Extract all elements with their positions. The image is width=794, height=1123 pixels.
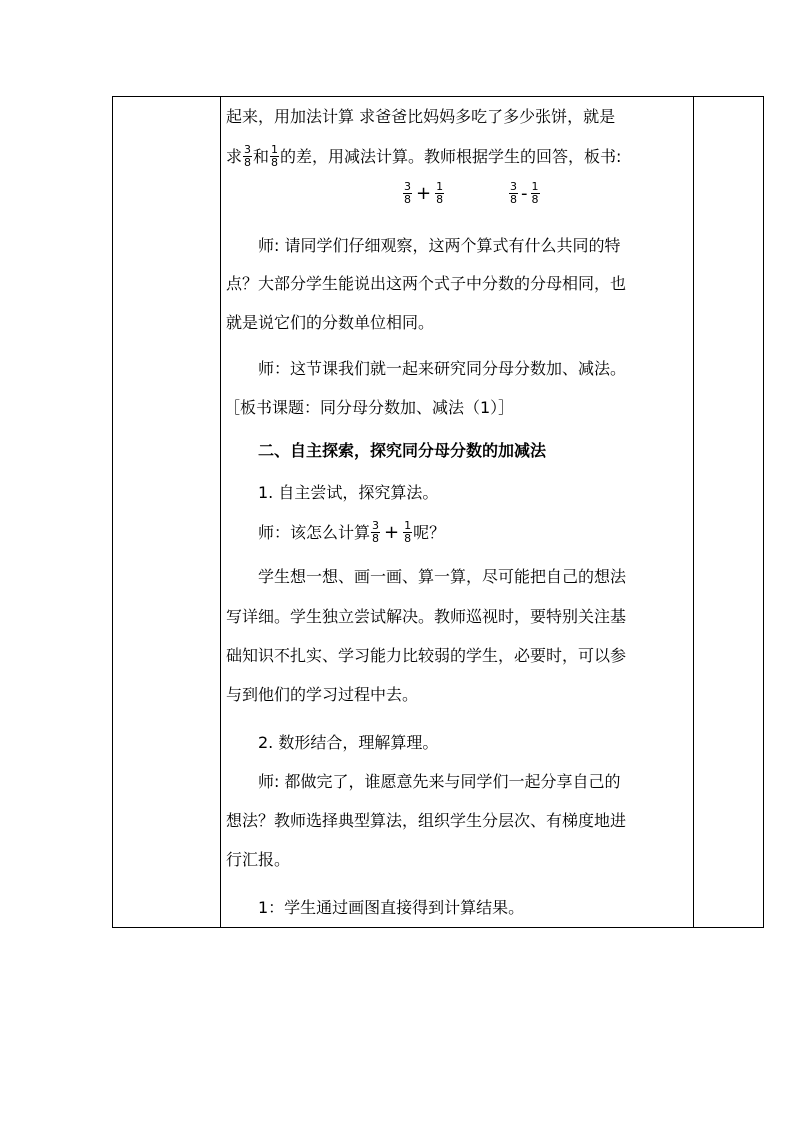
text: 的差，用减法计算。教师根据学生的回答，板书: [280,147,622,166]
text: 和 [253,147,270,166]
numerator: 3 [372,519,380,532]
plus-sign: + [416,183,432,204]
text: 点？大部分学生能说出这两个式子中分数的分母相同，也 [226,274,627,293]
denominator: 8 [244,156,252,169]
column-divider-left [220,97,221,927]
text: ［板书课题：同分母分数加、减法（1）］ [224,398,515,417]
plus-sign: + [384,522,400,543]
denominator: 8 [271,156,279,169]
board-title [224,398,514,418]
text-line-7 [258,359,626,379]
numerator: 1 [271,143,279,156]
numerator: 1 [404,519,412,532]
text: 求 [226,147,243,166]
denominator: 8 [436,193,444,206]
denominator: 8 [404,532,412,545]
text-line-13 [226,607,626,627]
column-divider-right [693,97,694,927]
text-line-17 [258,772,620,792]
text: 想法？教师选择典型算法，组织学生分层次、有梯度地进 [226,811,627,830]
text: 1. 自主尝试，探究算法。 [258,483,439,502]
lesson-table [112,96,764,928]
denominator: 8 [404,193,411,206]
denominator: 8 [372,532,380,545]
text: 础知识不扎实、学习能力比较弱的学生，必要时，可以参 [226,646,627,665]
denominator: 8 [531,193,539,206]
text-line-6 [226,313,434,333]
text-line-12 [258,567,626,587]
step-1-heading [258,483,438,503]
numerator: 3 [404,180,411,193]
text: 二、自主探索，探究同分母分数的加减法 [258,441,547,460]
text: 起来，用加法计算 求爸爸比妈妈多吃了多少张饼，就是 [226,107,616,126]
fraction-1-8 [270,144,279,169]
fraction-3-8 [509,181,518,206]
text: 1：学生通过画图直接得到计算结果。 [258,898,525,917]
equation-sum [402,182,445,207]
fraction-3-8 [243,144,252,169]
fraction-1-8 [531,181,540,206]
numerator: 3 [244,143,252,156]
text-line-19 [226,850,290,870]
text: 写详细。学生独立尝试解决。教师巡视时，要特别关注基 [226,607,627,626]
numerator: 1 [531,180,539,193]
text-line-4 [258,236,620,256]
text-line-5 [226,274,626,294]
text: 呢？ [413,523,446,542]
text-line-14 [226,646,626,666]
text-line-1 [226,107,615,127]
fraction-1-8 [435,181,444,206]
text: 师：该怎么计算 [258,523,371,542]
fraction-1-8 [403,520,412,545]
numerator: 3 [510,180,517,193]
text-line-20 [258,898,524,918]
text: 师: 请同学们仔细观察，这两个算式有什么共同的特 [258,236,621,255]
text-line-18 [226,811,626,831]
text-line-15 [226,685,418,705]
text-line-2 [226,145,621,170]
text: 师：这节课我们就一起来研究同分母分数加、减法。 [258,359,627,378]
minus-sign: - [521,183,528,204]
numerator: 1 [436,180,444,193]
denominator: 8 [510,193,517,206]
text: 行汇报。 [226,850,291,869]
text: 与到他们的学习过程中去。 [226,685,419,704]
equation-difference [508,182,541,207]
fraction-3-8 [403,181,412,206]
text-line-11 [258,521,445,546]
step-2-heading [258,733,438,753]
text: 就是说它们的分数单位相同。 [226,313,435,332]
section-heading-2 [258,441,546,461]
text: 师: 都做完了，谁愿意先来与同学们一起分享自己的 [258,772,621,791]
text: 2. 数形结合，理解算理。 [258,733,439,752]
fraction-3-8 [371,520,380,545]
text: 学生想一想、画一画、算一算，尽可能把自己的想法 [258,567,627,586]
